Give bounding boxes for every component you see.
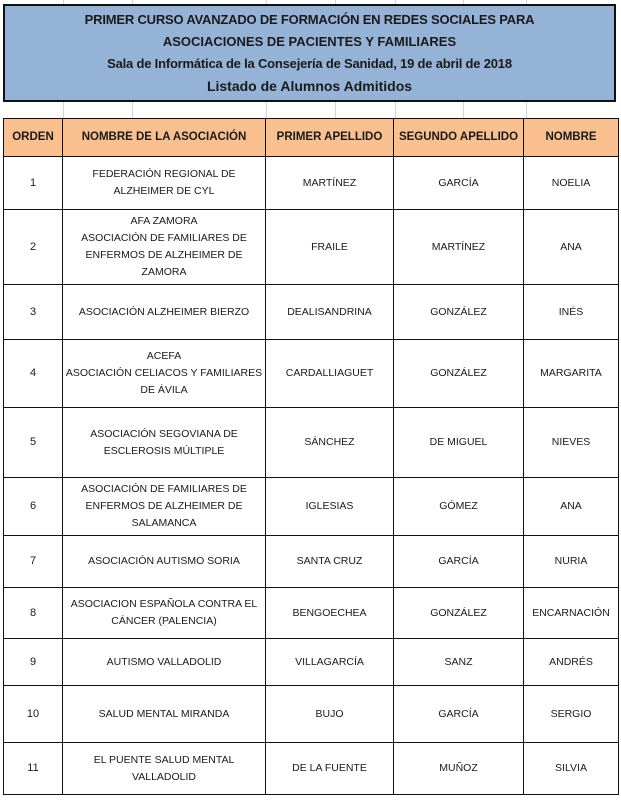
- cell-nombre: ANDRÉS: [524, 639, 619, 686]
- table-row: [4, 639, 619, 686]
- cell-segundo-apellido: DE MIGUEL: [394, 408, 524, 478]
- header-asociacion: NOMBRE DE LA ASOCIACIÓN: [63, 119, 266, 157]
- cell-orden: 5: [4, 408, 63, 478]
- cell-nombre: SERGIO: [524, 686, 619, 743]
- table-row: [4, 588, 619, 639]
- cell-nombre: ENCARNACIÓN: [524, 588, 619, 639]
- table-row: [4, 210, 619, 285]
- title-line-2: ASOCIACIONES DE PACIENTES Y FAMILIARES: [162, 34, 457, 49]
- cell-primer-apellido: BUJO: [266, 686, 394, 743]
- table-row: [4, 743, 619, 795]
- cell-asociacion: SALUD MENTAL MIRANDA: [63, 686, 266, 743]
- cell-nombre: NIEVES: [524, 408, 619, 478]
- header-primer-apellido: PRIMER APELLIDO: [266, 119, 394, 157]
- cell-primer-apellido: DEALISANDRINA: [266, 285, 394, 340]
- cell-asociacion: ASOCIACIÓN SEGOVIANA DE ESCLEROSIS MÚLTIPLE: [63, 408, 266, 478]
- cell-asociacion: ASOCIACIÓN AUTISMO SORIA: [63, 536, 266, 588]
- header-segundo-apellido: SEGUNDO APELLIDO: [394, 119, 524, 157]
- cell-primer-apellido: SÁNCHEZ: [266, 408, 394, 478]
- cell-orden: 11: [4, 743, 63, 795]
- header-orden: ORDEN: [4, 119, 63, 157]
- title-line-3: Sala de Informática de la Consejería de Sanidad, 19 de abril de 2018: [107, 56, 512, 71]
- table-row: [4, 686, 619, 743]
- cell-orden: 4: [4, 340, 63, 408]
- cell-primer-apellido: VILLAGARCÍA: [266, 639, 394, 686]
- cell-nombre: NOELIA: [524, 157, 619, 210]
- cell-orden: 6: [4, 478, 63, 536]
- title-banner: [3, 4, 616, 102]
- table-header-row: [4, 119, 619, 157]
- cell-nombre: SILVIA: [524, 743, 619, 795]
- title-line-1: PRIMER CURSO AVANZADO DE FORMACIÓN EN REDES SOCIALES PARA: [84, 12, 535, 27]
- cell-segundo-apellido: GARCÍA: [394, 686, 524, 743]
- cell-segundo-apellido: MARTÍNEZ: [394, 210, 524, 285]
- table-row: [4, 157, 619, 210]
- cell-segundo-apellido: GONZÁLEZ: [394, 588, 524, 639]
- cell-nombre: INÉS: [524, 285, 619, 340]
- cell-asociacion: ASOCIACIÓN ALZHEIMER BIERZO: [63, 285, 266, 340]
- cell-orden: 3: [4, 285, 63, 340]
- cell-primer-apellido: MARTÍNEZ: [266, 157, 394, 210]
- cell-asociacion: EL PUENTE SALUD MENTAL VALLADOLID: [63, 743, 266, 795]
- table-row: [4, 408, 619, 478]
- header-nombre: NOMBRE: [524, 119, 619, 157]
- cell-orden: 9: [4, 639, 63, 686]
- cell-nombre: ANA: [524, 478, 619, 536]
- cell-segundo-apellido: SANZ: [394, 639, 524, 686]
- cell-segundo-apellido: GARCÍA: [394, 157, 524, 210]
- cell-orden: 10: [4, 686, 63, 743]
- cell-orden: 1: [4, 157, 63, 210]
- table-row: [4, 340, 619, 408]
- cell-segundo-apellido: MUÑOZ: [394, 743, 524, 795]
- cell-orden: 2: [4, 210, 63, 285]
- table-row: [4, 478, 619, 536]
- cell-segundo-apellido: GONZÁLEZ: [394, 340, 524, 408]
- cell-asociacion: AUTISMO VALLADOLID: [63, 639, 266, 686]
- spreadsheet-gridlines-spacer: [0, 102, 621, 119]
- cell-nombre: NURIA: [524, 536, 619, 588]
- cell-orden: 8: [4, 588, 63, 639]
- cell-asociacion: ASOCIACIÓN DE FAMILIARES DE ENFERMOS DE ALZHEIMER DE SALAMANCA: [63, 478, 266, 536]
- table-row: [4, 285, 619, 340]
- cell-nombre: ANA: [524, 210, 619, 285]
- cell-orden: 7: [4, 536, 63, 588]
- cell-asociacion: AFA ZAMORA ASOCIACIÓN DE FAMILIARES DE ENFERMOS DE ALZHEIMER DE ZAMORA: [63, 210, 266, 285]
- cell-asociacion: ACEFA ASOCIACIÓN CELIACOS Y FAMILIARES DE ÁVILA: [63, 340, 266, 408]
- cell-primer-apellido: FRAILE: [266, 210, 394, 285]
- cell-nombre: MARGARITA: [524, 340, 619, 408]
- cell-primer-apellido: BENGOECHEA: [266, 588, 394, 639]
- cell-segundo-apellido: GÓMEZ: [394, 478, 524, 536]
- cell-asociacion: ASOCIACION ESPAÑOLA CONTRA EL CÁNCER (PALENCIA): [63, 588, 266, 639]
- cell-primer-apellido: CARDALLIAGUET: [266, 340, 394, 408]
- cell-primer-apellido: SANTA CRUZ: [266, 536, 394, 588]
- cell-asociacion: FEDERACIÓN REGIONAL DE ALZHEIMER DE CYL: [63, 157, 266, 210]
- cell-primer-apellido: DE LA FUENTE: [266, 743, 394, 795]
- admitted-students-table: [3, 118, 619, 795]
- cell-primer-apellido: IGLESIAS: [266, 478, 394, 536]
- table-row: [4, 536, 619, 588]
- cell-segundo-apellido: GARCÍA: [394, 536, 524, 588]
- cell-segundo-apellido: GONZÁLEZ: [394, 285, 524, 340]
- title-line-4: Listado de Alumnos Admitidos: [206, 78, 413, 94]
